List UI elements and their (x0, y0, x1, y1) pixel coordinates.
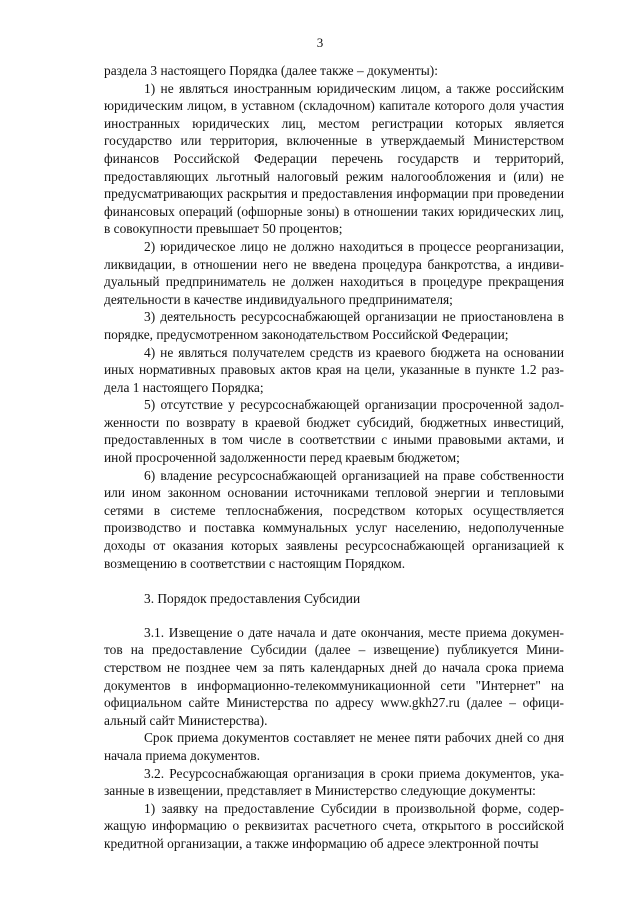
requirement-item-6: 6) владение ресурсоснабжающей организацией на праве собственности или ином законном основании источниками тепловой энергии и тепловыми сетями в системе теплоснабжения, посредством которых осуществляется производство и поставка коммунальных услуг населению, недополученные доходы от оказания которых заявлены ресурсоснабжающей организацией к возмещению в соответствии с настоящим Порядком. (104, 467, 564, 571)
clause-3-2: 3.2. Ресурсоснабжающая организация в сроки приема документов, указанные в извещении, представляет в Министерство следующие документы: (104, 765, 564, 799)
clause-3-1-period: Срок приема документов составляет не менее пяти рабочих дней со дня начала приема документов. (104, 730, 564, 763)
paragraph-continuation: раздела 3 настоящего Порядка (далее также – документы): (104, 63, 438, 78)
page-number: 3 (316, 35, 324, 50)
requirement-item-3: 3) деятельность ресурсоснабжающей организации не приостановлена в порядке, предусмотренном законодательством Российской Федерации; (104, 309, 564, 342)
requirement-item-1: 1) не являться иностранным юридическим лицом, а также российским юридическим лицом, в уставном (складочном) капитале которого доля участия иностранных юридических лиц, местом регистрации которых является государство или территория, включенные в утверждаемый Министерством финансов Российской Федерации перечень государств и территорий, предоставляющих льготный налоговый режим налогообложения и (или) не предусматривающих раскрытия и предоставления информации при проведении финансовых операций (офшорные зоны) в отношении таких юридических лиц, в совокупности превышает 50 процентов; (104, 80, 564, 237)
requirement-item-2: 2) юридическое лицо не должно находиться в процессе реорганизации, ликвидации, в отношении него не введена процедура банкротства, а индивидуальный предприниматель не должен находиться в процедуре прекращения деятельности в качестве индивидуального предпринимателя; (104, 238, 564, 307)
requirement-item-4: 4) не являться получателем средств из краевого бюджета на основании иных нормативных правовых актов края на цели, указанные в пункте 1.2 раздела 1 настоящего Порядка; (104, 344, 564, 395)
requirement-item-5: 5) отсутствие у ресурсоснабжающей организации просроченной задолженности по возврату в краевой бюджет субсидий, бюджетных инвестиций, предоставленных в том числе в соответствии с иными правовыми актами, и иной просроченной задолженности перед краевым бюджетом; (104, 397, 564, 466)
document-item-1: 1) заявку на предоставление Субсидии в произвольной форме, содержащую информацию о реквизитах расчетного счета, открытого в российской кредитной организации, а также информацию об адресе электронной почты (104, 800, 564, 851)
clause-3-1: 3.1. Извещение о дате начала и дате окончания, месте приема документов на предоставление Субсидии (далее – извещение) публикуется Министерством не позднее чем за пять календарных дней до начала срока приема документов в информационно-телекоммуникационной сети "Интернет" на официальном сайте Министерства по адресу www.gkh27.ru (далее – официальный сайт Министерства). (104, 624, 564, 728)
section-heading: 3. Порядок предоставления Субсидии (144, 591, 361, 607)
document-body (104, 62, 564, 853)
